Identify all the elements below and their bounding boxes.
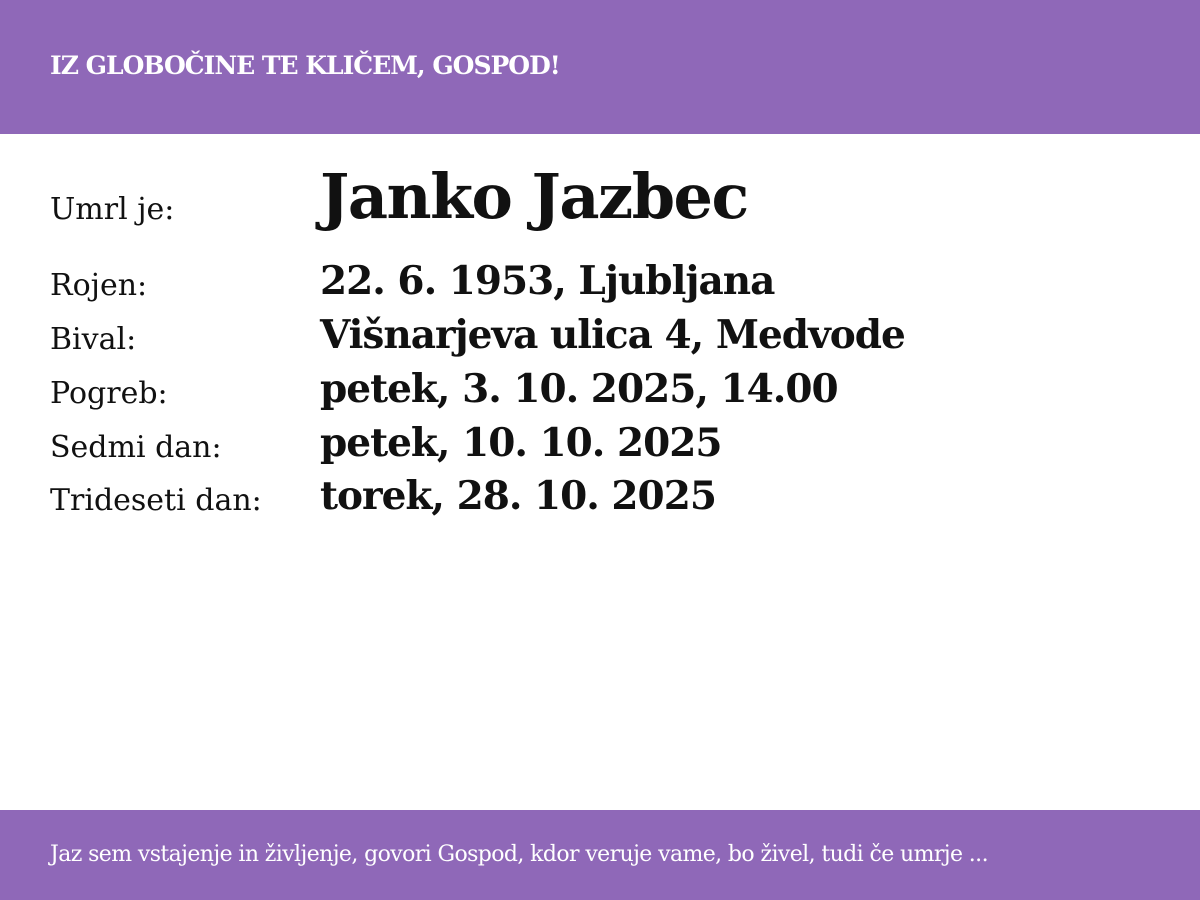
footer-banner [0,810,1200,900]
residence-label: Bival: [50,322,137,357]
residence-value: Višnarjeva ulica 4, Medvode [320,312,905,358]
thirtieth-day-value: torek, 28. 10. 2025 [320,473,716,519]
funeral-value: petek, 3. 10. 2025, 14.00 [320,366,838,412]
born-value: 22. 6. 1953, Ljubljana [320,258,775,304]
footer-quote: Jaz sem vstajenje in življenje, govori Gospod, kdor veruje vame, bo živel, tudi če umrje ... [50,842,988,867]
seventh-day-label: Sedmi dan: [50,430,222,465]
thirtieth-day-label: Trideseti dan: [50,483,262,518]
funeral-label: Pogreb: [50,376,168,411]
header-banner [0,0,1200,134]
died-label: Umrl je: [50,192,175,227]
deceased-name: Janko Jazbec [320,160,748,233]
header-title: IZ GLOBOČINE TE KLIČEM, GOSPOD! [50,51,560,80]
born-label: Rojen: [50,268,148,303]
seventh-day-value: petek, 10. 10. 2025 [320,420,722,466]
